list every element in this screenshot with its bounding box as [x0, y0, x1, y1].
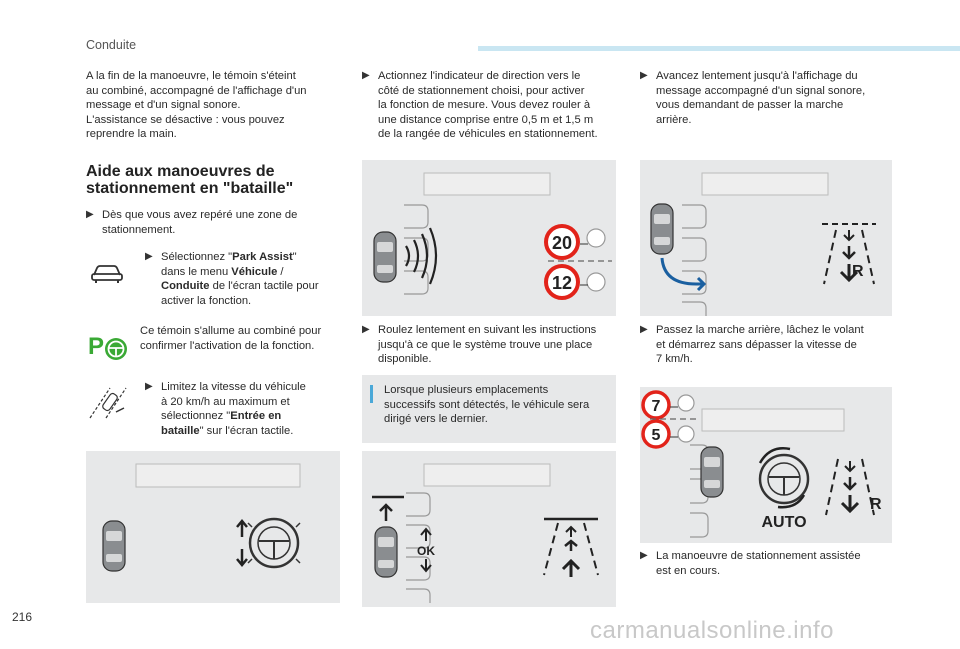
bullet-icon: ▶ [145, 251, 153, 262]
reverse-r-label: R [852, 263, 864, 280]
figure-measuring [362, 160, 616, 316]
speed-sign-7-icon [643, 392, 669, 418]
intro-line: L'assistance se désactive : vous pouvez [86, 113, 285, 126]
sensor-waves-icon [406, 228, 436, 284]
steering-wheel-icon [248, 519, 300, 567]
info-line: Lorsque plusieurs emplacements [384, 384, 549, 396]
bullet-icon: ▶ [145, 381, 153, 392]
intro-line: A la fin de la manoeuvre, le témoin s'éteint [86, 70, 296, 82]
car-top-icon [374, 232, 396, 282]
ok-label: OK [417, 544, 435, 558]
step-indicator [362, 69, 622, 142]
forward-arrow-icon [380, 505, 392, 521]
screen-bar [702, 173, 828, 195]
reverse-guidance-icon [826, 459, 882, 515]
step-line: message accompagné d'un signal sonore, [656, 84, 866, 97]
step-line: est en cours. [656, 564, 721, 577]
parked-cars-outline [682, 205, 706, 316]
text: / [277, 265, 284, 278]
trajectory-arrow-icon [662, 258, 704, 290]
text-line: confirmer l'activation de la fonction. [140, 339, 315, 352]
figure-spot-found [362, 451, 616, 607]
info-line: dirigé vers le dernier. [384, 413, 488, 425]
text-line: Ce témoin s'allume au combiné pour [140, 325, 322, 337]
step-line: disponible. [378, 353, 432, 365]
reverse-r-label: R [870, 496, 882, 513]
step-find-spot [86, 208, 346, 237]
text: de l'écran tactile pour [209, 280, 319, 292]
watermark: carmanualsonline.info [590, 617, 834, 644]
step-select-park-assist [145, 250, 345, 308]
car-menu-icon [90, 262, 124, 284]
info-accent-bar [370, 385, 373, 403]
park-assist-indicator-icon [88, 332, 130, 362]
step-line: Limitez la vitesse du véhicule [161, 381, 306, 393]
text: " sur l'écran tactile. [199, 424, 294, 437]
car-top-icon [701, 447, 723, 497]
bullet-icon: ▶ [640, 550, 648, 561]
step-line: 7 km/h. [656, 353, 693, 365]
auto-label: AUTO [761, 514, 807, 531]
bataille-label: bataille [161, 424, 200, 437]
auto-steering-icon [760, 448, 808, 531]
bullet-icon: ▶ [362, 70, 370, 81]
speed-sign-20-icon [546, 226, 578, 258]
perpendicular-entry-icon [86, 382, 132, 422]
step-line: côté de stationnement choisi, pour activer [378, 84, 585, 97]
conduite-label: Conduite [161, 280, 210, 292]
section-header: Conduite [86, 38, 137, 52]
header-bar [478, 46, 960, 51]
park-assist-label: Park Assist [232, 251, 293, 263]
text: dans le menu [161, 265, 232, 278]
step-line: et démarrez sans dépasser la vitesse de [656, 338, 857, 351]
forward-reverse-arrows-icon [237, 521, 247, 565]
info-box [362, 375, 616, 443]
speed-20-label: 20 [551, 233, 573, 253]
text: " [292, 251, 297, 263]
heading-line: stationnement en "bataille" [86, 180, 294, 197]
bullet-icon: ▶ [362, 324, 370, 335]
step-maneuver-in-progress [640, 549, 902, 578]
step-line: Roulez lentement en suivant les instructions [378, 324, 597, 336]
indicator-explanation [140, 324, 350, 353]
entree-label: Entrée en [230, 410, 282, 422]
car-top-icon [103, 521, 125, 571]
step-line: Actionnez l'indicateur de direction vers le [378, 70, 581, 82]
reverse-guidance-icon [822, 224, 876, 284]
speed-5-label: 5 [651, 427, 661, 444]
bullet-icon: ▶ [640, 70, 648, 81]
step-line: Avancez lentement jusqu'à l'affichage du [656, 70, 858, 82]
step-line: de la rangée de véhicules en stationnement. [378, 128, 598, 140]
vehicule-label: Véhicule [231, 265, 278, 278]
svg-text:P: P [88, 333, 105, 360]
step-line: la fonction de mesure. Vous devez rouler à [378, 99, 591, 111]
intro-line: au combiné, accompagné de l'affichage d'un [86, 84, 307, 97]
page-number: 216 [12, 610, 33, 624]
text: Sélectionnez " [161, 251, 233, 263]
figure-auto-maneuver [640, 387, 892, 543]
intro-line: reprendre la main. [86, 128, 177, 140]
speed-sign-5-icon [643, 421, 669, 447]
parking-guidance-icon [544, 519, 598, 577]
text: sélectionnez " [161, 410, 231, 422]
step-engage-reverse [640, 323, 902, 367]
step-line: une distance comprise entre 0,5 m et 1,5 m [378, 113, 594, 126]
speed-7-label: 7 [651, 398, 661, 415]
section-heading [86, 163, 346, 197]
speed-sign-12-icon [546, 266, 578, 298]
heading-line: Aide aux manoeuvres de [86, 163, 275, 180]
step-line: jusqu'à ce que le système trouve une place [378, 338, 593, 351]
step-line: Passez la marche arrière, lâchez le volant [656, 324, 864, 336]
speed-12-label: 12 [551, 273, 573, 293]
step-line: vous demandant de passer la marche [656, 99, 844, 111]
step-line: La manoeuvre de stationnement assistée [656, 550, 861, 562]
info-line: successifs sont détectés, le véhicule sera [384, 398, 590, 411]
step-line: arrière. [656, 113, 692, 126]
step-limit-speed [145, 380, 345, 438]
step-advance-slowly [640, 69, 902, 127]
screen-bar [702, 409, 844, 431]
car-top-icon [375, 527, 397, 577]
step-line: à 20 km/h au maximum et [161, 395, 290, 408]
figure-activation [86, 451, 340, 603]
car-top-icon [651, 204, 673, 254]
screen-bar [424, 464, 550, 486]
step-line: stationnement. [102, 223, 176, 236]
intro-paragraph [86, 69, 346, 142]
step-line: activer la fonction. [161, 294, 252, 307]
ok-indicator-icon [417, 529, 435, 571]
intro-line: message et d'un signal sonore. [86, 99, 241, 111]
figure-engage-reverse [640, 160, 892, 316]
step-line: Dès que vous avez repéré une zone de [102, 209, 298, 221]
bullet-icon: ▶ [640, 324, 648, 335]
bullet-icon: ▶ [86, 209, 94, 220]
step-drive-slowly [362, 323, 622, 367]
screen-bar [424, 173, 550, 195]
screen-bar [136, 464, 300, 487]
